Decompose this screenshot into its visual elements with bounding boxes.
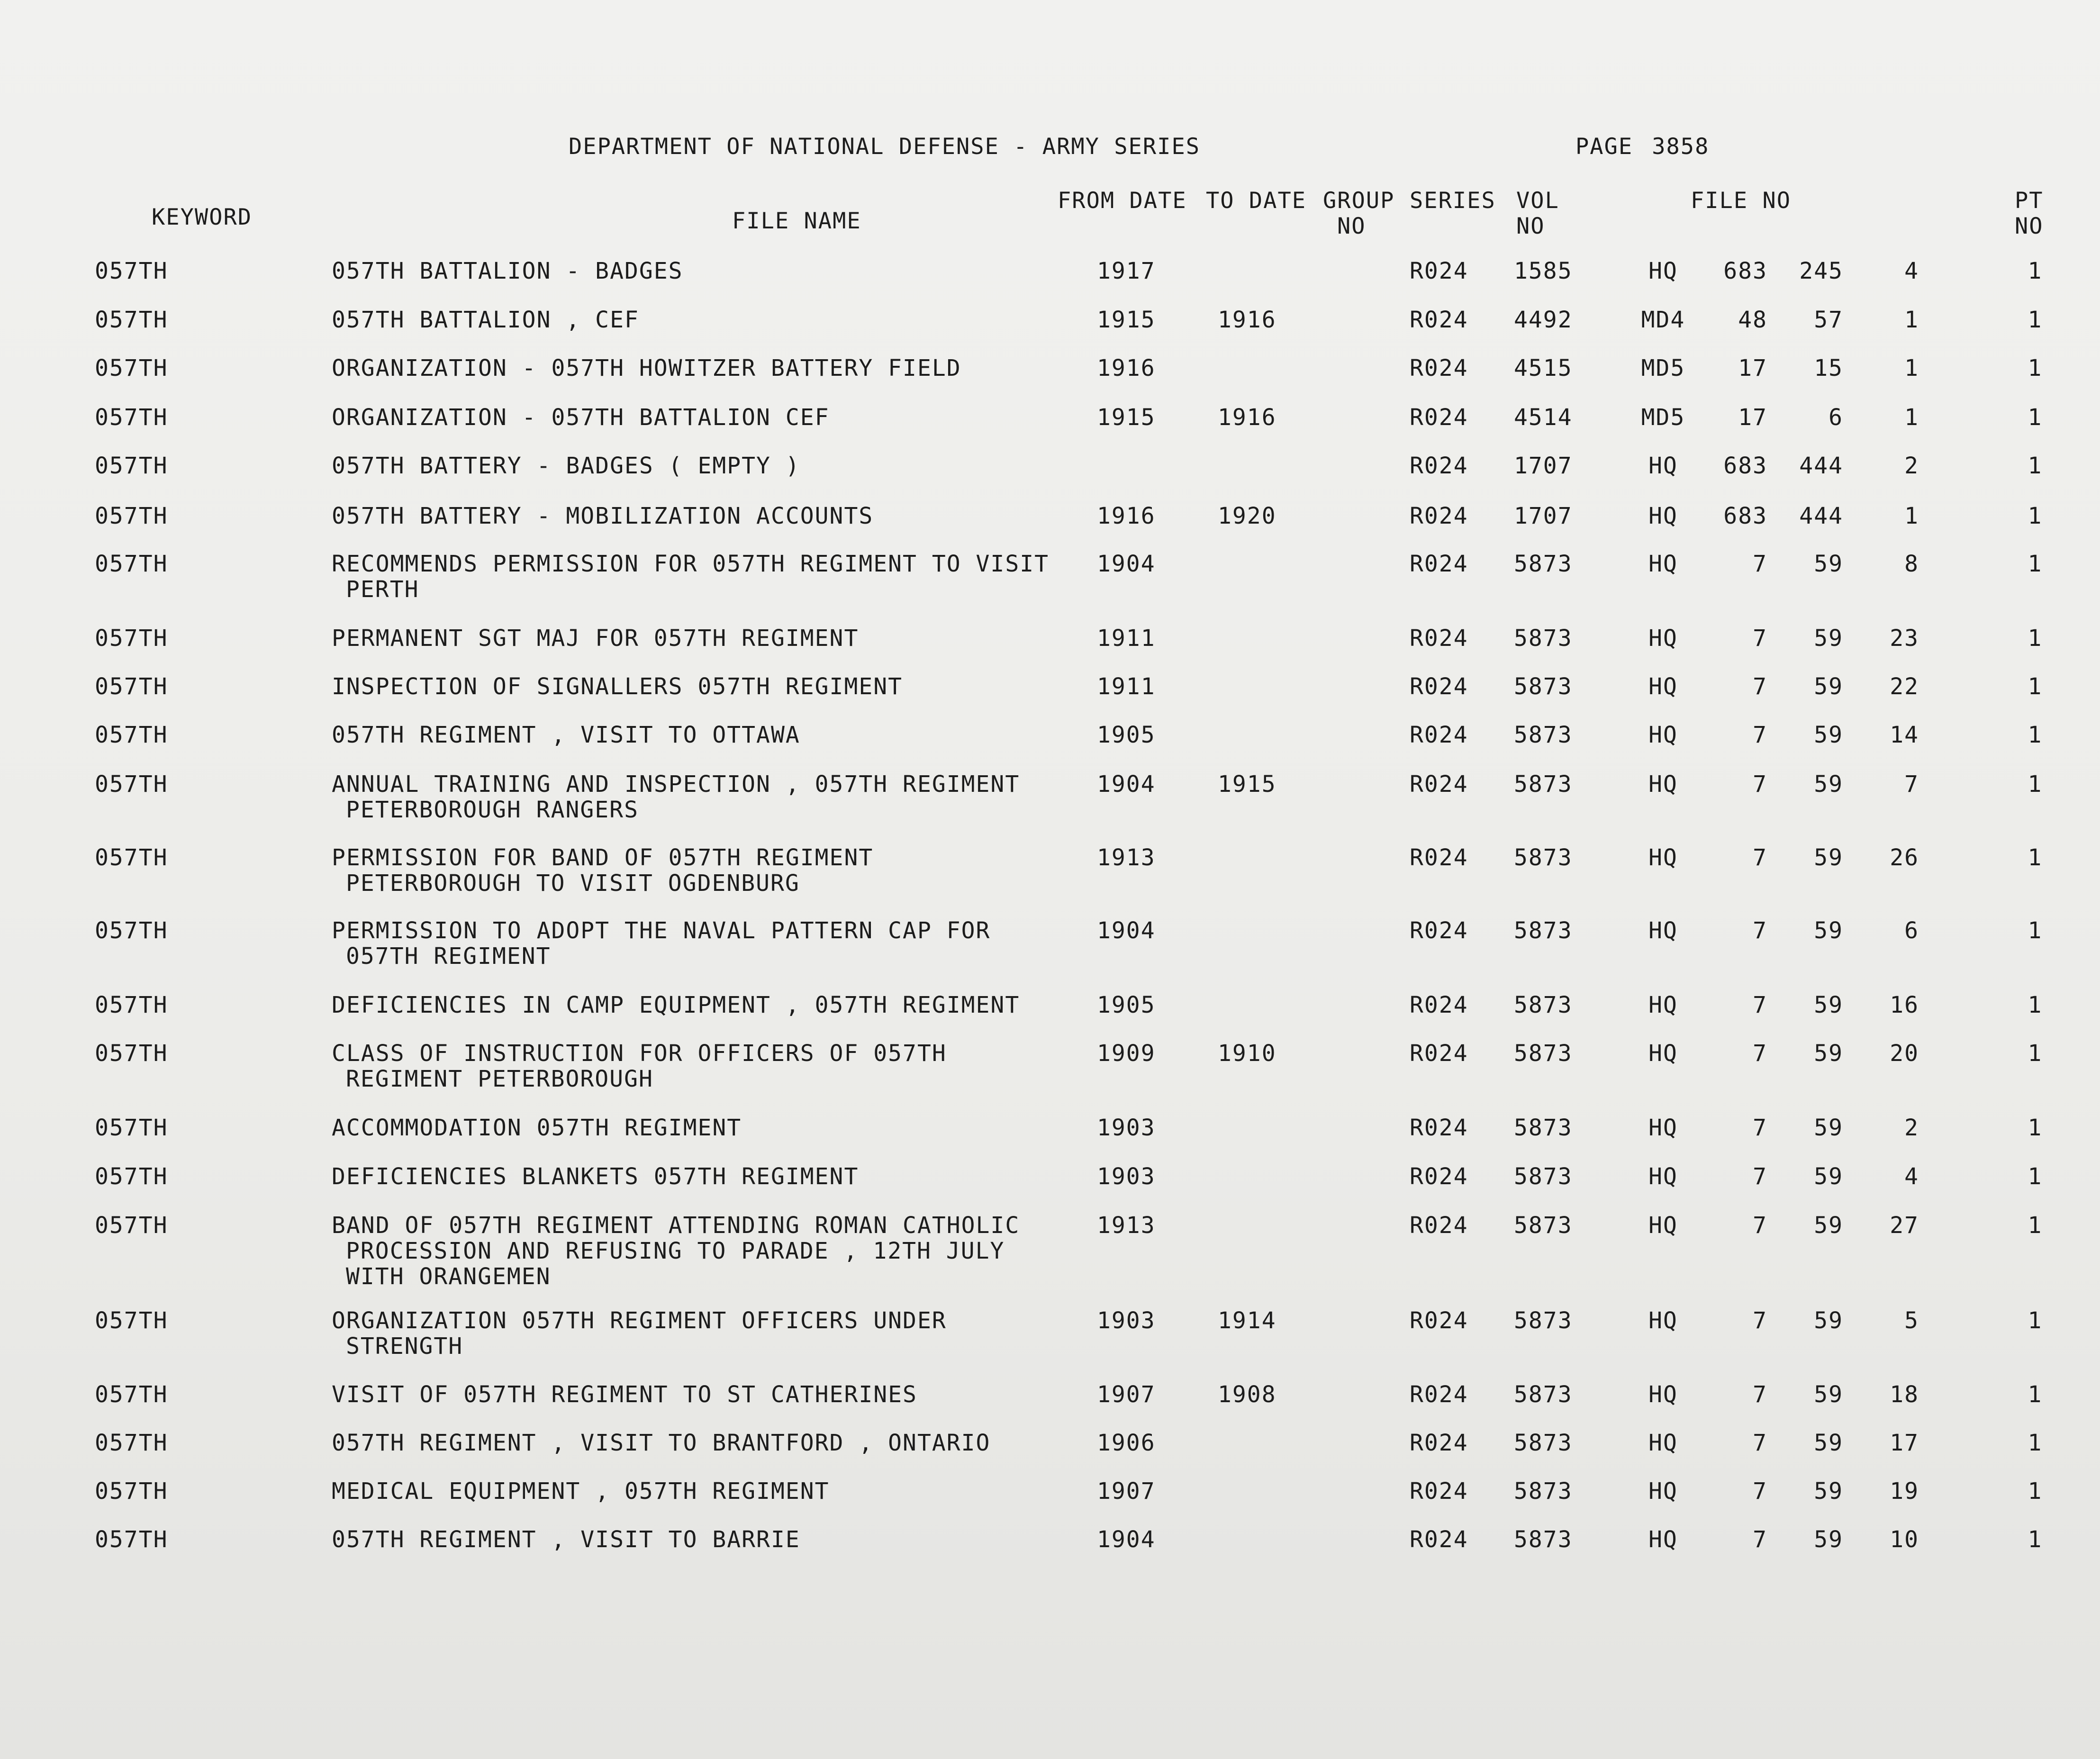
file-no-prefix-cell: HQ bbox=[1648, 551, 1678, 577]
header-vol-line1: VOL bbox=[1516, 188, 1559, 214]
file-no-part2-cell: 6 bbox=[1828, 404, 1843, 431]
keyword-cell: 057TH bbox=[95, 771, 168, 798]
header-group-no bbox=[1323, 188, 1394, 239]
vol-cell: 5873 bbox=[1514, 1430, 1573, 1456]
keyword-cell: 057TH bbox=[95, 258, 168, 284]
keyword-cell: 057TH bbox=[95, 355, 168, 381]
file-name-cell bbox=[332, 1115, 742, 1141]
file-name-cell bbox=[332, 405, 830, 430]
from-date-cell: 1915 bbox=[1097, 404, 1156, 431]
to-date-cell: 1916 bbox=[1218, 404, 1276, 431]
file-no-part3-cell: 2 bbox=[1904, 1115, 1919, 1141]
file-no-part1-cell: 7 bbox=[1753, 673, 1767, 700]
from-date-cell: 1913 bbox=[1097, 1212, 1156, 1239]
file-name-cell bbox=[332, 1213, 1020, 1289]
keyword-cell: 057TH bbox=[95, 503, 168, 529]
header-file-name: FILE NAME bbox=[732, 208, 861, 234]
vol-cell: 5873 bbox=[1514, 722, 1573, 748]
file-no-part1-cell: 48 bbox=[1738, 307, 1767, 333]
file-name-line: PERTH bbox=[346, 576, 419, 603]
file-no-part3-cell: 6 bbox=[1904, 917, 1919, 944]
header-group-line2: NO bbox=[1337, 213, 1366, 239]
file-name-cell bbox=[332, 771, 1020, 823]
file-name-line: 057TH BATTALION - BADGES bbox=[332, 258, 683, 284]
series-cell: R024 bbox=[1410, 722, 1468, 748]
file-no-part3-cell: 20 bbox=[1890, 1040, 1919, 1067]
file-no-part2-cell: 59 bbox=[1814, 1526, 1843, 1553]
vol-cell: 5873 bbox=[1514, 1212, 1573, 1239]
file-no-part3-cell: 4 bbox=[1904, 1163, 1919, 1190]
from-date-cell: 1907 bbox=[1097, 1478, 1156, 1505]
series-cell: R024 bbox=[1410, 844, 1468, 871]
series-cell: R024 bbox=[1410, 625, 1468, 652]
pt-no-cell: 1 bbox=[2028, 1307, 2043, 1334]
vol-cell: 5873 bbox=[1514, 1381, 1573, 1408]
file-no-part3-cell: 10 bbox=[1890, 1526, 1919, 1553]
page-indicator bbox=[1575, 134, 1709, 160]
keyword-cell: 057TH bbox=[95, 1526, 168, 1553]
from-date-cell: 1911 bbox=[1097, 673, 1156, 700]
keyword-cell: 057TH bbox=[95, 673, 168, 700]
from-date-cell: 1911 bbox=[1097, 625, 1156, 652]
file-no-part3-cell: 22 bbox=[1890, 673, 1919, 700]
file-no-prefix-cell: HQ bbox=[1648, 844, 1678, 871]
file-no-prefix-cell: HQ bbox=[1648, 771, 1678, 798]
header-vol-line2: NO bbox=[1516, 213, 1545, 239]
from-date-cell: 1913 bbox=[1097, 844, 1156, 871]
file-name-cell bbox=[332, 1308, 947, 1359]
file-no-prefix-cell: HQ bbox=[1648, 1040, 1678, 1067]
keyword-cell: 057TH bbox=[95, 1040, 168, 1067]
vol-cell: 4492 bbox=[1514, 307, 1573, 333]
keyword-cell: 057TH bbox=[95, 1115, 168, 1141]
vol-cell: 5873 bbox=[1514, 673, 1573, 700]
vol-cell: 5873 bbox=[1514, 992, 1573, 1018]
file-no-part1-cell: 683 bbox=[1723, 453, 1767, 479]
file-no-part2-cell: 444 bbox=[1799, 453, 1843, 479]
pt-no-cell: 1 bbox=[2028, 1526, 2043, 1553]
file-name-line: 057TH REGIMENT , VISIT TO BRANTFORD , ONTARIO bbox=[332, 1430, 991, 1456]
file-no-prefix-cell: HQ bbox=[1648, 453, 1678, 479]
file-no-part1-cell: 7 bbox=[1753, 1163, 1767, 1190]
file-name-cell bbox=[332, 1041, 947, 1092]
pt-no-cell: 1 bbox=[2028, 1212, 2043, 1239]
file-no-prefix-cell: HQ bbox=[1648, 1526, 1678, 1553]
file-no-part2-cell: 59 bbox=[1814, 771, 1843, 798]
file-name-line: VISIT OF 057TH REGIMENT TO ST CATHERINES bbox=[332, 1381, 917, 1408]
from-date-cell: 1903 bbox=[1097, 1307, 1156, 1334]
file-name-cell bbox=[332, 1478, 830, 1504]
vol-cell: 1585 bbox=[1514, 258, 1573, 284]
file-no-part2-cell: 59 bbox=[1814, 1212, 1843, 1239]
file-no-part3-cell: 16 bbox=[1890, 992, 1919, 1018]
keyword-cell: 057TH bbox=[95, 453, 168, 479]
file-name-cell bbox=[332, 258, 683, 284]
file-no-part1-cell: 7 bbox=[1753, 722, 1767, 748]
file-no-prefix-cell: HQ bbox=[1648, 1163, 1678, 1190]
series-cell: R024 bbox=[1410, 771, 1468, 798]
series-cell: R024 bbox=[1410, 1040, 1468, 1067]
keyword-cell: 057TH bbox=[95, 1381, 168, 1408]
series-cell: R024 bbox=[1410, 917, 1468, 944]
file-no-part1-cell: 7 bbox=[1753, 1381, 1767, 1408]
file-no-part1-cell: 7 bbox=[1753, 1212, 1767, 1239]
header-pt-no bbox=[2015, 188, 2044, 239]
file-name-line: CLASS OF INSTRUCTION FOR OFFICERS OF 057TH bbox=[332, 1040, 947, 1067]
file-no-part1-cell: 683 bbox=[1723, 503, 1767, 529]
file-no-part3-cell: 26 bbox=[1890, 844, 1919, 871]
file-no-part1-cell: 7 bbox=[1753, 1430, 1767, 1456]
file-name-line: ORGANIZATION - 057TH HOWITZER BATTERY FIELD bbox=[332, 355, 961, 381]
pt-no-cell: 1 bbox=[2028, 1163, 2043, 1190]
file-no-part3-cell: 5 bbox=[1904, 1307, 1919, 1334]
file-no-part1-cell: 7 bbox=[1753, 992, 1767, 1018]
series-cell: R024 bbox=[1410, 503, 1468, 529]
document-title: DEPARTMENT OF NATIONAL DEFENSE - ARMY SERIES bbox=[569, 134, 1201, 160]
file-name-cell bbox=[332, 674, 903, 699]
file-no-part1-cell: 7 bbox=[1753, 1307, 1767, 1334]
file-no-part3-cell: 23 bbox=[1890, 625, 1919, 652]
file-name-line: DEFICIENCIES BLANKETS 057TH REGIMENT bbox=[332, 1163, 859, 1190]
file-name-cell bbox=[332, 722, 800, 748]
file-no-part3-cell: 19 bbox=[1890, 1478, 1919, 1505]
from-date-cell: 1904 bbox=[1097, 1526, 1156, 1553]
file-no-part2-cell: 59 bbox=[1814, 1040, 1843, 1067]
vol-cell: 5873 bbox=[1514, 1040, 1573, 1067]
pt-no-cell: 1 bbox=[2028, 1478, 2043, 1505]
pt-no-cell: 1 bbox=[2028, 404, 2043, 431]
file-no-part2-cell: 57 bbox=[1814, 307, 1843, 333]
vol-cell: 5873 bbox=[1514, 1307, 1573, 1334]
from-date-cell: 1909 bbox=[1097, 1040, 1156, 1067]
file-name-cell bbox=[332, 1382, 917, 1407]
pt-no-cell: 1 bbox=[2028, 355, 2043, 381]
file-no-part1-cell: 7 bbox=[1753, 1526, 1767, 1553]
file-no-part2-cell: 59 bbox=[1814, 1307, 1843, 1334]
header-pt-line2: NO bbox=[2015, 213, 2044, 239]
file-name-cell bbox=[332, 503, 873, 529]
file-name-cell bbox=[332, 355, 961, 381]
file-name-cell bbox=[332, 453, 800, 479]
file-no-part3-cell: 4 bbox=[1904, 258, 1919, 284]
vol-cell: 1707 bbox=[1514, 503, 1573, 529]
file-no-part2-cell: 59 bbox=[1814, 625, 1843, 652]
keyword-cell: 057TH bbox=[95, 1478, 168, 1505]
to-date-cell: 1920 bbox=[1218, 503, 1276, 529]
series-cell: R024 bbox=[1410, 1212, 1468, 1239]
vol-cell: 5873 bbox=[1514, 1526, 1573, 1553]
pt-no-cell: 1 bbox=[2028, 771, 2043, 798]
file-no-part2-cell: 59 bbox=[1814, 673, 1843, 700]
file-no-part1-cell: 7 bbox=[1753, 551, 1767, 577]
header-from-date: FROM DATE bbox=[1058, 188, 1187, 214]
vol-cell: 5873 bbox=[1514, 771, 1573, 798]
header-series: SERIES bbox=[1410, 188, 1496, 214]
file-no-prefix-cell: HQ bbox=[1648, 1307, 1678, 1334]
file-no-prefix-cell: HQ bbox=[1648, 1115, 1678, 1141]
from-date-cell: 1907 bbox=[1097, 1381, 1156, 1408]
file-no-part2-cell: 444 bbox=[1799, 503, 1843, 529]
keyword-cell: 057TH bbox=[95, 917, 168, 944]
from-date-cell: 1905 bbox=[1097, 992, 1156, 1018]
pt-no-cell: 1 bbox=[2028, 722, 2043, 748]
keyword-cell: 057TH bbox=[95, 307, 168, 333]
file-name-line: 057TH REGIMENT bbox=[346, 943, 551, 970]
keyword-cell: 057TH bbox=[95, 1307, 168, 1334]
file-no-part1-cell: 7 bbox=[1753, 771, 1767, 798]
file-name-line: ACCOMMODATION 057TH REGIMENT bbox=[332, 1115, 742, 1141]
series-cell: R024 bbox=[1410, 1307, 1468, 1334]
file-no-part3-cell: 27 bbox=[1890, 1212, 1919, 1239]
vol-cell: 4515 bbox=[1514, 355, 1573, 381]
to-date-cell: 1914 bbox=[1218, 1307, 1276, 1334]
from-date-cell: 1915 bbox=[1097, 307, 1156, 333]
pt-no-cell: 1 bbox=[2028, 844, 2043, 871]
file-name-line: 057TH BATTERY - BADGES ( EMPTY ) bbox=[332, 453, 800, 479]
to-date-cell: 1915 bbox=[1218, 771, 1276, 798]
series-cell: R024 bbox=[1410, 355, 1468, 381]
header-vol-no bbox=[1516, 188, 1559, 239]
header-keyword: KEYWORD bbox=[152, 204, 253, 230]
pt-no-cell: 1 bbox=[2028, 1381, 2043, 1408]
from-date-cell: 1916 bbox=[1097, 355, 1156, 381]
file-no-part1-cell: 7 bbox=[1753, 1040, 1767, 1067]
series-cell: R024 bbox=[1410, 404, 1468, 431]
vol-cell: 5873 bbox=[1514, 625, 1573, 652]
file-no-prefix-cell: HQ bbox=[1648, 992, 1678, 1018]
keyword-cell: 057TH bbox=[95, 404, 168, 431]
file-name-line: PETERBOROUGH TO VISIT OGDENBURG bbox=[346, 870, 800, 897]
file-no-part2-cell: 59 bbox=[1814, 917, 1843, 944]
file-no-part3-cell: 1 bbox=[1904, 404, 1919, 431]
series-cell: R024 bbox=[1410, 992, 1468, 1018]
page-number: 3858 bbox=[1652, 134, 1710, 160]
file-name-cell bbox=[332, 307, 639, 333]
series-cell: R024 bbox=[1410, 453, 1468, 479]
series-cell: R024 bbox=[1410, 307, 1468, 333]
to-date-cell: 1916 bbox=[1218, 307, 1276, 333]
file-no-part2-cell: 59 bbox=[1814, 1163, 1843, 1190]
pt-no-cell: 1 bbox=[2028, 453, 2043, 479]
from-date-cell: 1905 bbox=[1097, 722, 1156, 748]
header-file-no: FILE NO bbox=[1691, 188, 1792, 214]
file-no-part1-cell: 7 bbox=[1753, 1478, 1767, 1505]
file-no-part1-cell: 683 bbox=[1723, 258, 1767, 284]
file-name-line: BAND OF 057TH REGIMENT ATTENDING ROMAN CATHOLIC bbox=[332, 1212, 1020, 1239]
pt-no-cell: 1 bbox=[2028, 551, 2043, 577]
pt-no-cell: 1 bbox=[2028, 503, 2043, 529]
file-name-line: DEFICIENCIES IN CAMP EQUIPMENT , 057TH REGIMENT bbox=[332, 992, 1020, 1018]
vol-cell: 5873 bbox=[1514, 551, 1573, 577]
file-name-line: PROCESSION AND REFUSING TO PARADE , 12TH JULY bbox=[346, 1238, 1005, 1264]
series-cell: R024 bbox=[1410, 258, 1468, 284]
pt-no-cell: 1 bbox=[2028, 917, 2043, 944]
series-cell: R024 bbox=[1410, 1163, 1468, 1190]
vol-cell: 5873 bbox=[1514, 1115, 1573, 1141]
keyword-cell: 057TH bbox=[95, 722, 168, 748]
file-name-cell bbox=[332, 1430, 990, 1456]
keyword-cell: 057TH bbox=[95, 625, 168, 652]
file-name-cell bbox=[332, 845, 873, 896]
file-no-part2-cell: 59 bbox=[1814, 722, 1843, 748]
file-no-part3-cell: 1 bbox=[1904, 503, 1919, 529]
vol-cell: 1707 bbox=[1514, 453, 1573, 479]
file-no-part2-cell: 15 bbox=[1814, 355, 1843, 381]
file-name-line: 057TH BATTALION , CEF bbox=[332, 307, 639, 333]
file-no-part3-cell: 18 bbox=[1890, 1381, 1919, 1408]
file-no-prefix-cell: HQ bbox=[1648, 503, 1678, 529]
file-name-line: 057TH REGIMENT , VISIT TO OTTAWA bbox=[332, 722, 800, 748]
from-date-cell: 1916 bbox=[1097, 503, 1156, 529]
file-no-part1-cell: 7 bbox=[1753, 844, 1767, 871]
file-no-prefix-cell: HQ bbox=[1648, 1430, 1678, 1456]
file-name-line: 057TH BATTERY - MOBILIZATION ACCOUNTS bbox=[332, 503, 874, 529]
file-no-part2-cell: 59 bbox=[1814, 844, 1843, 871]
from-date-cell: 1917 bbox=[1097, 258, 1156, 284]
file-no-part2-cell: 59 bbox=[1814, 551, 1843, 577]
file-name-line: REGIMENT PETERBOROUGH bbox=[346, 1066, 653, 1092]
file-name-line: ORGANIZATION 057TH REGIMENT OFFICERS UNDER bbox=[332, 1307, 947, 1334]
file-name-line: RECOMMENDS PERMISSION FOR 057TH REGIMENT TO VISIT bbox=[332, 551, 1050, 577]
file-no-part2-cell: 59 bbox=[1814, 1430, 1843, 1456]
file-no-part1-cell: 7 bbox=[1753, 1115, 1767, 1141]
file-no-part3-cell: 1 bbox=[1904, 355, 1919, 381]
vol-cell: 4514 bbox=[1514, 404, 1573, 431]
file-name-line: ANNUAL TRAINING AND INSPECTION , 057TH REGIMENT bbox=[332, 771, 1020, 798]
series-cell: R024 bbox=[1410, 1381, 1468, 1408]
file-name-line: 057TH REGIMENT , VISIT TO BARRIE bbox=[332, 1526, 800, 1553]
file-no-part3-cell: 2 bbox=[1904, 453, 1919, 479]
vol-cell: 5873 bbox=[1514, 1478, 1573, 1505]
file-name-line: WITH ORANGEMEN bbox=[346, 1263, 551, 1290]
file-no-prefix-cell: HQ bbox=[1648, 625, 1678, 652]
file-no-prefix-cell: HQ bbox=[1648, 258, 1678, 284]
file-name-line: ORGANIZATION - 057TH BATTALION CEF bbox=[332, 404, 830, 431]
file-name-cell bbox=[332, 992, 1020, 1018]
vol-cell: 5873 bbox=[1514, 917, 1573, 944]
keyword-cell: 057TH bbox=[95, 551, 168, 577]
keyword-cell: 057TH bbox=[95, 1163, 168, 1190]
file-no-part2-cell: 59 bbox=[1814, 1115, 1843, 1141]
file-no-part3-cell: 14 bbox=[1890, 722, 1919, 748]
file-no-part1-cell: 17 bbox=[1738, 404, 1767, 431]
from-date-cell: 1904 bbox=[1097, 551, 1156, 577]
pt-no-cell: 1 bbox=[2028, 307, 2043, 333]
file-no-prefix-cell: MD4 bbox=[1641, 307, 1685, 333]
vol-cell: 5873 bbox=[1514, 1163, 1573, 1190]
pt-no-cell: 1 bbox=[2028, 625, 2043, 652]
pt-no-cell: 1 bbox=[2028, 1040, 2043, 1067]
keyword-cell: 057TH bbox=[95, 844, 168, 871]
to-date-cell: 1908 bbox=[1218, 1381, 1276, 1408]
file-no-part1-cell: 17 bbox=[1738, 355, 1767, 381]
keyword-cell: 057TH bbox=[95, 992, 168, 1018]
file-no-part3-cell: 17 bbox=[1890, 1430, 1919, 1456]
file-name-cell bbox=[332, 1527, 800, 1552]
file-no-prefix-cell: HQ bbox=[1648, 917, 1678, 944]
pt-no-cell: 1 bbox=[2028, 992, 2043, 1018]
file-name-line: MEDICAL EQUIPMENT , 057TH REGIMENT bbox=[332, 1478, 830, 1505]
file-no-part1-cell: 7 bbox=[1753, 625, 1767, 652]
file-no-prefix-cell: HQ bbox=[1648, 1212, 1678, 1239]
file-name-line: STRENGTH bbox=[346, 1333, 463, 1360]
pt-no-cell: 1 bbox=[2028, 258, 2043, 284]
file-no-prefix-cell: HQ bbox=[1648, 673, 1678, 700]
header-group-line1: GROUP bbox=[1323, 188, 1395, 214]
file-no-prefix-cell: MD5 bbox=[1641, 355, 1685, 381]
file-no-prefix-cell: HQ bbox=[1648, 722, 1678, 748]
from-date-cell: 1904 bbox=[1097, 771, 1156, 798]
page-label: PAGE bbox=[1575, 134, 1633, 160]
file-no-part3-cell: 7 bbox=[1904, 771, 1919, 798]
file-name-cell bbox=[332, 551, 1049, 602]
file-no-prefix-cell: MD5 bbox=[1641, 404, 1685, 431]
series-cell: R024 bbox=[1410, 1478, 1468, 1505]
file-name-cell bbox=[332, 918, 990, 969]
file-no-part1-cell: 7 bbox=[1753, 917, 1767, 944]
file-no-part2-cell: 59 bbox=[1814, 1381, 1843, 1408]
file-name-line: PETERBOROUGH RANGERS bbox=[346, 797, 639, 823]
file-no-prefix-cell: HQ bbox=[1648, 1478, 1678, 1505]
from-date-cell: 1906 bbox=[1097, 1430, 1156, 1456]
keyword-cell: 057TH bbox=[95, 1430, 168, 1456]
keyword-cell: 057TH bbox=[95, 1212, 168, 1239]
series-cell: R024 bbox=[1410, 1430, 1468, 1456]
from-date-cell: 1903 bbox=[1097, 1115, 1156, 1141]
pt-no-cell: 1 bbox=[2028, 1115, 2043, 1141]
series-cell: R024 bbox=[1410, 1526, 1468, 1553]
pt-no-cell: 1 bbox=[2028, 1430, 2043, 1456]
file-no-part3-cell: 1 bbox=[1904, 307, 1919, 333]
file-name-line: PERMANENT SGT MAJ FOR 057TH REGIMENT bbox=[332, 625, 859, 652]
file-no-part2-cell: 59 bbox=[1814, 992, 1843, 1018]
file-name-cell bbox=[332, 626, 859, 651]
to-date-cell: 1910 bbox=[1218, 1040, 1276, 1067]
file-name-line: PERMISSION FOR BAND OF 057TH REGIMENT bbox=[332, 844, 874, 871]
file-name-cell bbox=[332, 1164, 859, 1189]
series-cell: R024 bbox=[1410, 551, 1468, 577]
pt-no-cell: 1 bbox=[2028, 673, 2043, 700]
file-name-line: PERMISSION TO ADOPT THE NAVAL PATTERN CAP FOR bbox=[332, 917, 991, 944]
file-no-prefix-cell: HQ bbox=[1648, 1381, 1678, 1408]
vol-cell: 5873 bbox=[1514, 844, 1573, 871]
series-cell: R024 bbox=[1410, 673, 1468, 700]
header-pt-line1: PT bbox=[2015, 188, 2044, 214]
file-no-part2-cell: 245 bbox=[1799, 258, 1843, 284]
file-no-part3-cell: 8 bbox=[1904, 551, 1919, 577]
file-name-line: INSPECTION OF SIGNALLERS 057TH REGIMENT bbox=[332, 673, 903, 700]
from-date-cell: 1903 bbox=[1097, 1163, 1156, 1190]
file-no-part2-cell: 59 bbox=[1814, 1478, 1843, 1505]
from-date-cell: 1904 bbox=[1097, 917, 1156, 944]
series-cell: R024 bbox=[1410, 1115, 1468, 1141]
header-to-date: TO DATE bbox=[1206, 188, 1307, 214]
